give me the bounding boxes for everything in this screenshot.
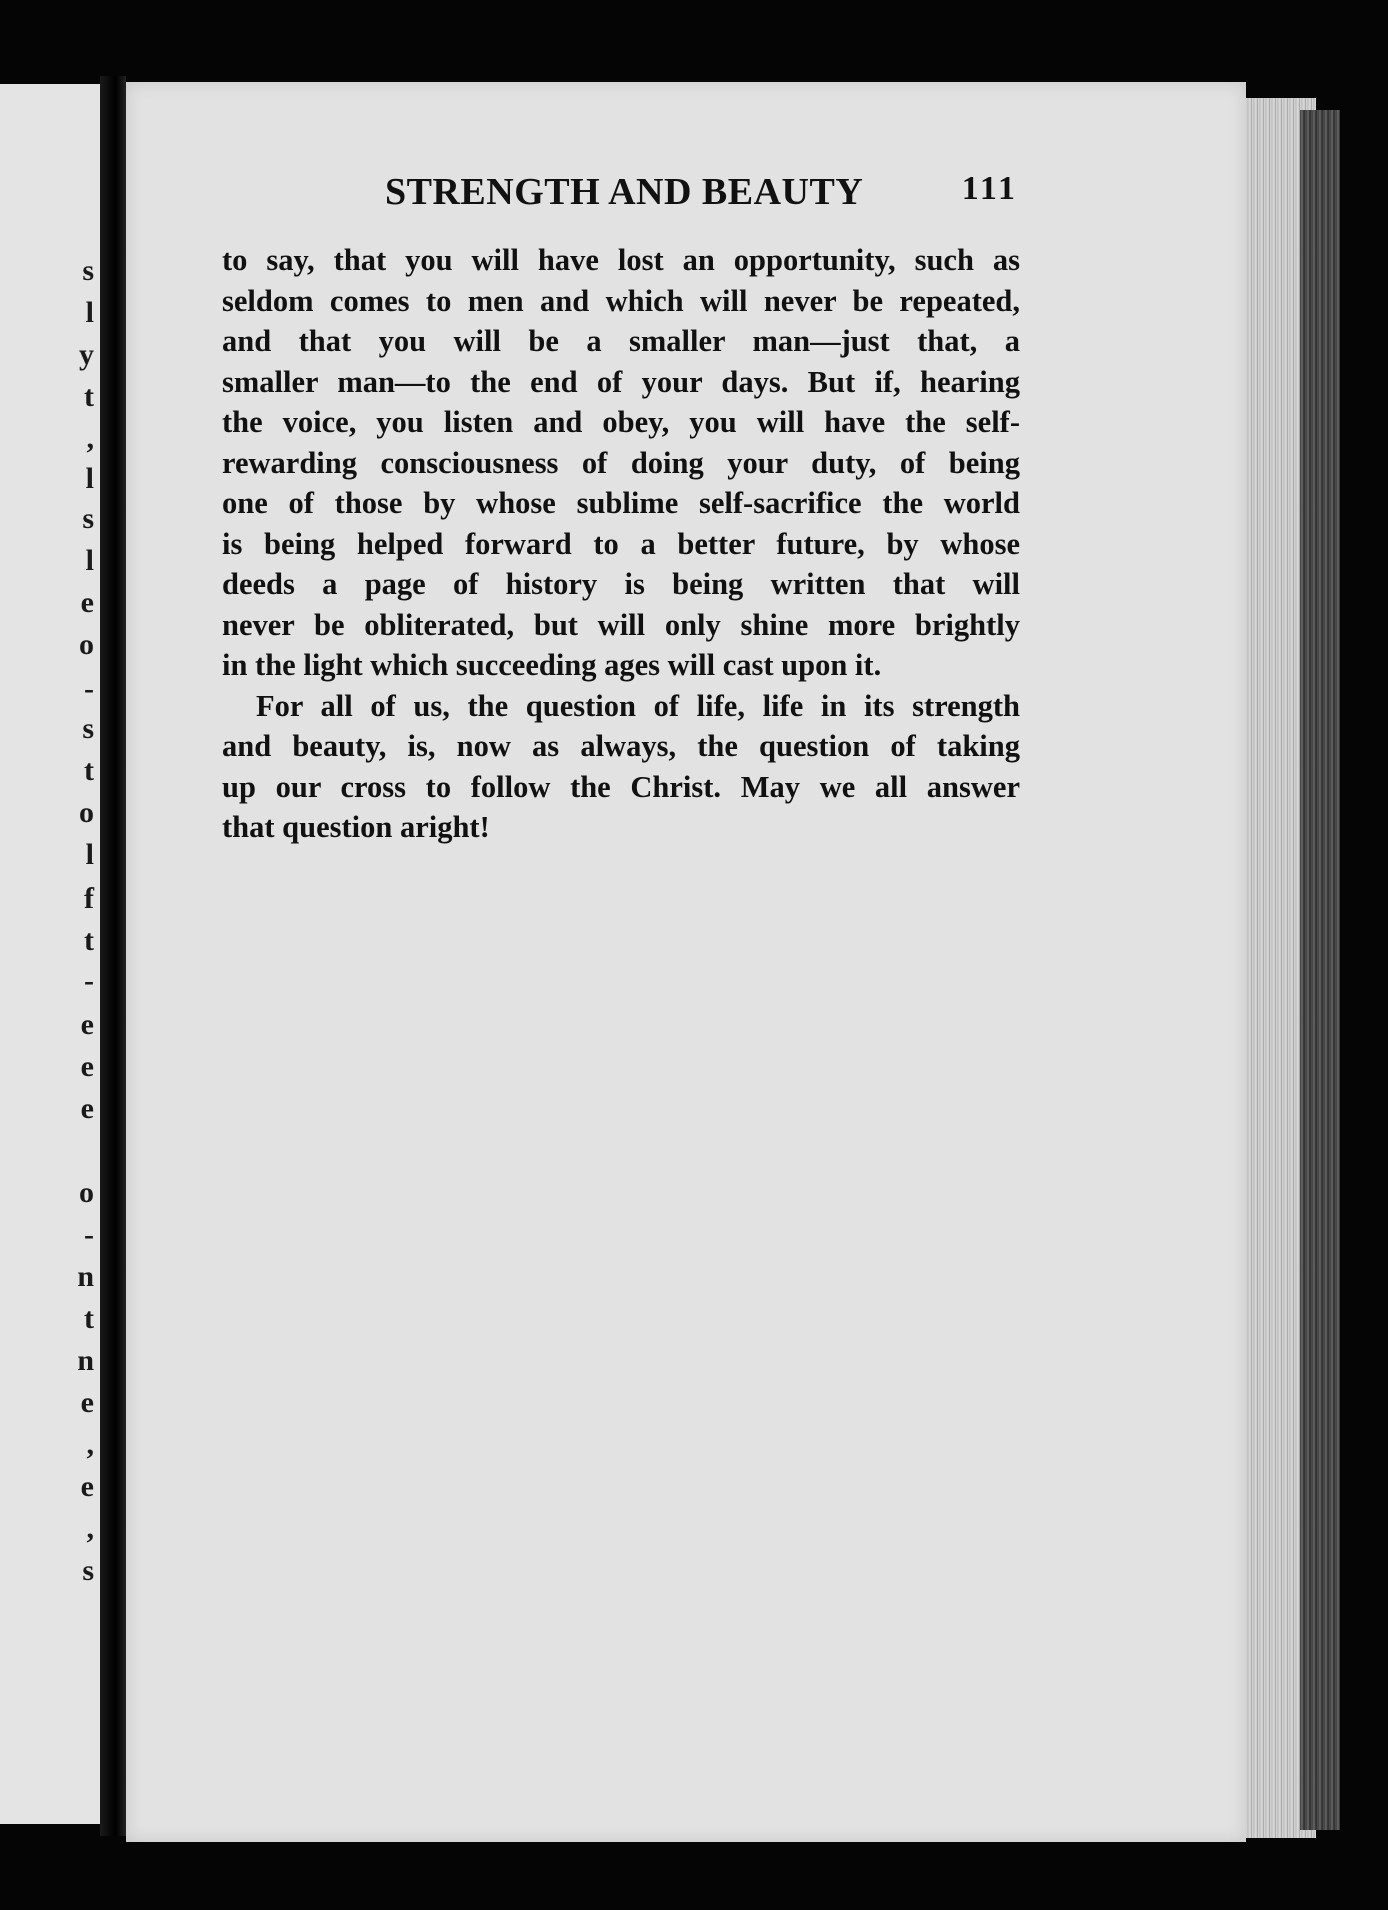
running-head: STRENGTH AND BEAUTY	[385, 171, 864, 213]
left-fragment: t	[84, 1302, 94, 1335]
left-fragment: n	[77, 1344, 94, 1377]
left-fragment: o	[79, 628, 94, 661]
left-fragment: -	[84, 1218, 94, 1251]
text-line: that question aright!	[222, 810, 490, 844]
text-line: smaller man—to the end of your days. But if, hearing	[222, 364, 1020, 399]
left-fragment: ,	[86, 1428, 94, 1461]
left-fragment: ,	[86, 1512, 94, 1545]
left-fragment: e	[80, 1470, 94, 1503]
left-fragment: t	[84, 380, 94, 413]
text-line: and beauty, is, now as always, the question of taking	[222, 729, 1020, 763]
left-fragment: o	[79, 796, 94, 829]
left-fragment: l	[85, 296, 94, 329]
text-line: and that you will be a smaller man—just that, a	[222, 324, 1020, 358]
left-fragment: e	[80, 586, 94, 619]
text-line: to say, that you will have lost an opportunity, such as	[222, 243, 1020, 277]
left-fragment: ,	[86, 422, 94, 455]
left-fragment: y	[79, 338, 94, 371]
text-line: is being helped forward to a better future, by whose	[222, 526, 1020, 561]
left-fragment: s	[82, 502, 94, 535]
left-fragment: e	[80, 1050, 94, 1083]
text-line: the voice, you listen and obey, you will have the self-	[222, 405, 1020, 439]
left-fragment: s	[82, 712, 94, 745]
text-line: never be obliterated, but will only shine more brightly	[222, 607, 1020, 642]
left-fragment: s	[82, 1554, 94, 1587]
left-fragment: -	[84, 964, 94, 997]
text-line: seldom comes to men and which will never be repeated,	[222, 283, 1020, 318]
left-fragment: e	[80, 1092, 94, 1125]
left-fragment: t	[84, 924, 94, 957]
text-line: deeds a page of history is being written that will	[222, 567, 1020, 601]
left-fragment: -	[84, 672, 94, 705]
left-fragment: l	[85, 838, 94, 871]
left-fragment: l	[85, 462, 94, 495]
text-line: For all of us, the question of life, life in its strength	[256, 688, 1020, 723]
book-cover-edge	[1300, 110, 1340, 1830]
left-fragment: s	[82, 254, 94, 287]
text-line: one of those by whose sublime self-sacrifice the world	[222, 486, 1020, 520]
text-line: rewarding consciousness of doing your duty, of being	[222, 445, 1020, 480]
left-fragment: e	[80, 1008, 94, 1041]
left-facing-page	[0, 84, 100, 1824]
left-fragment: l	[85, 544, 94, 577]
left-fragment: e	[80, 1386, 94, 1419]
left-fragment: o	[79, 1176, 94, 1209]
page-header	[258, 170, 1018, 214]
left-fragment: t	[84, 754, 94, 787]
left-fragment: f	[84, 882, 94, 915]
body-text	[222, 240, 1020, 848]
book-gutter	[100, 76, 126, 1836]
text-line: up our cross to follow the Christ. May we all answer	[222, 769, 1020, 804]
left-fragment: n	[77, 1260, 94, 1293]
text-line: in the light which succeeding ages will cast upon it.	[222, 648, 882, 682]
page-number: 111	[961, 170, 1018, 207]
